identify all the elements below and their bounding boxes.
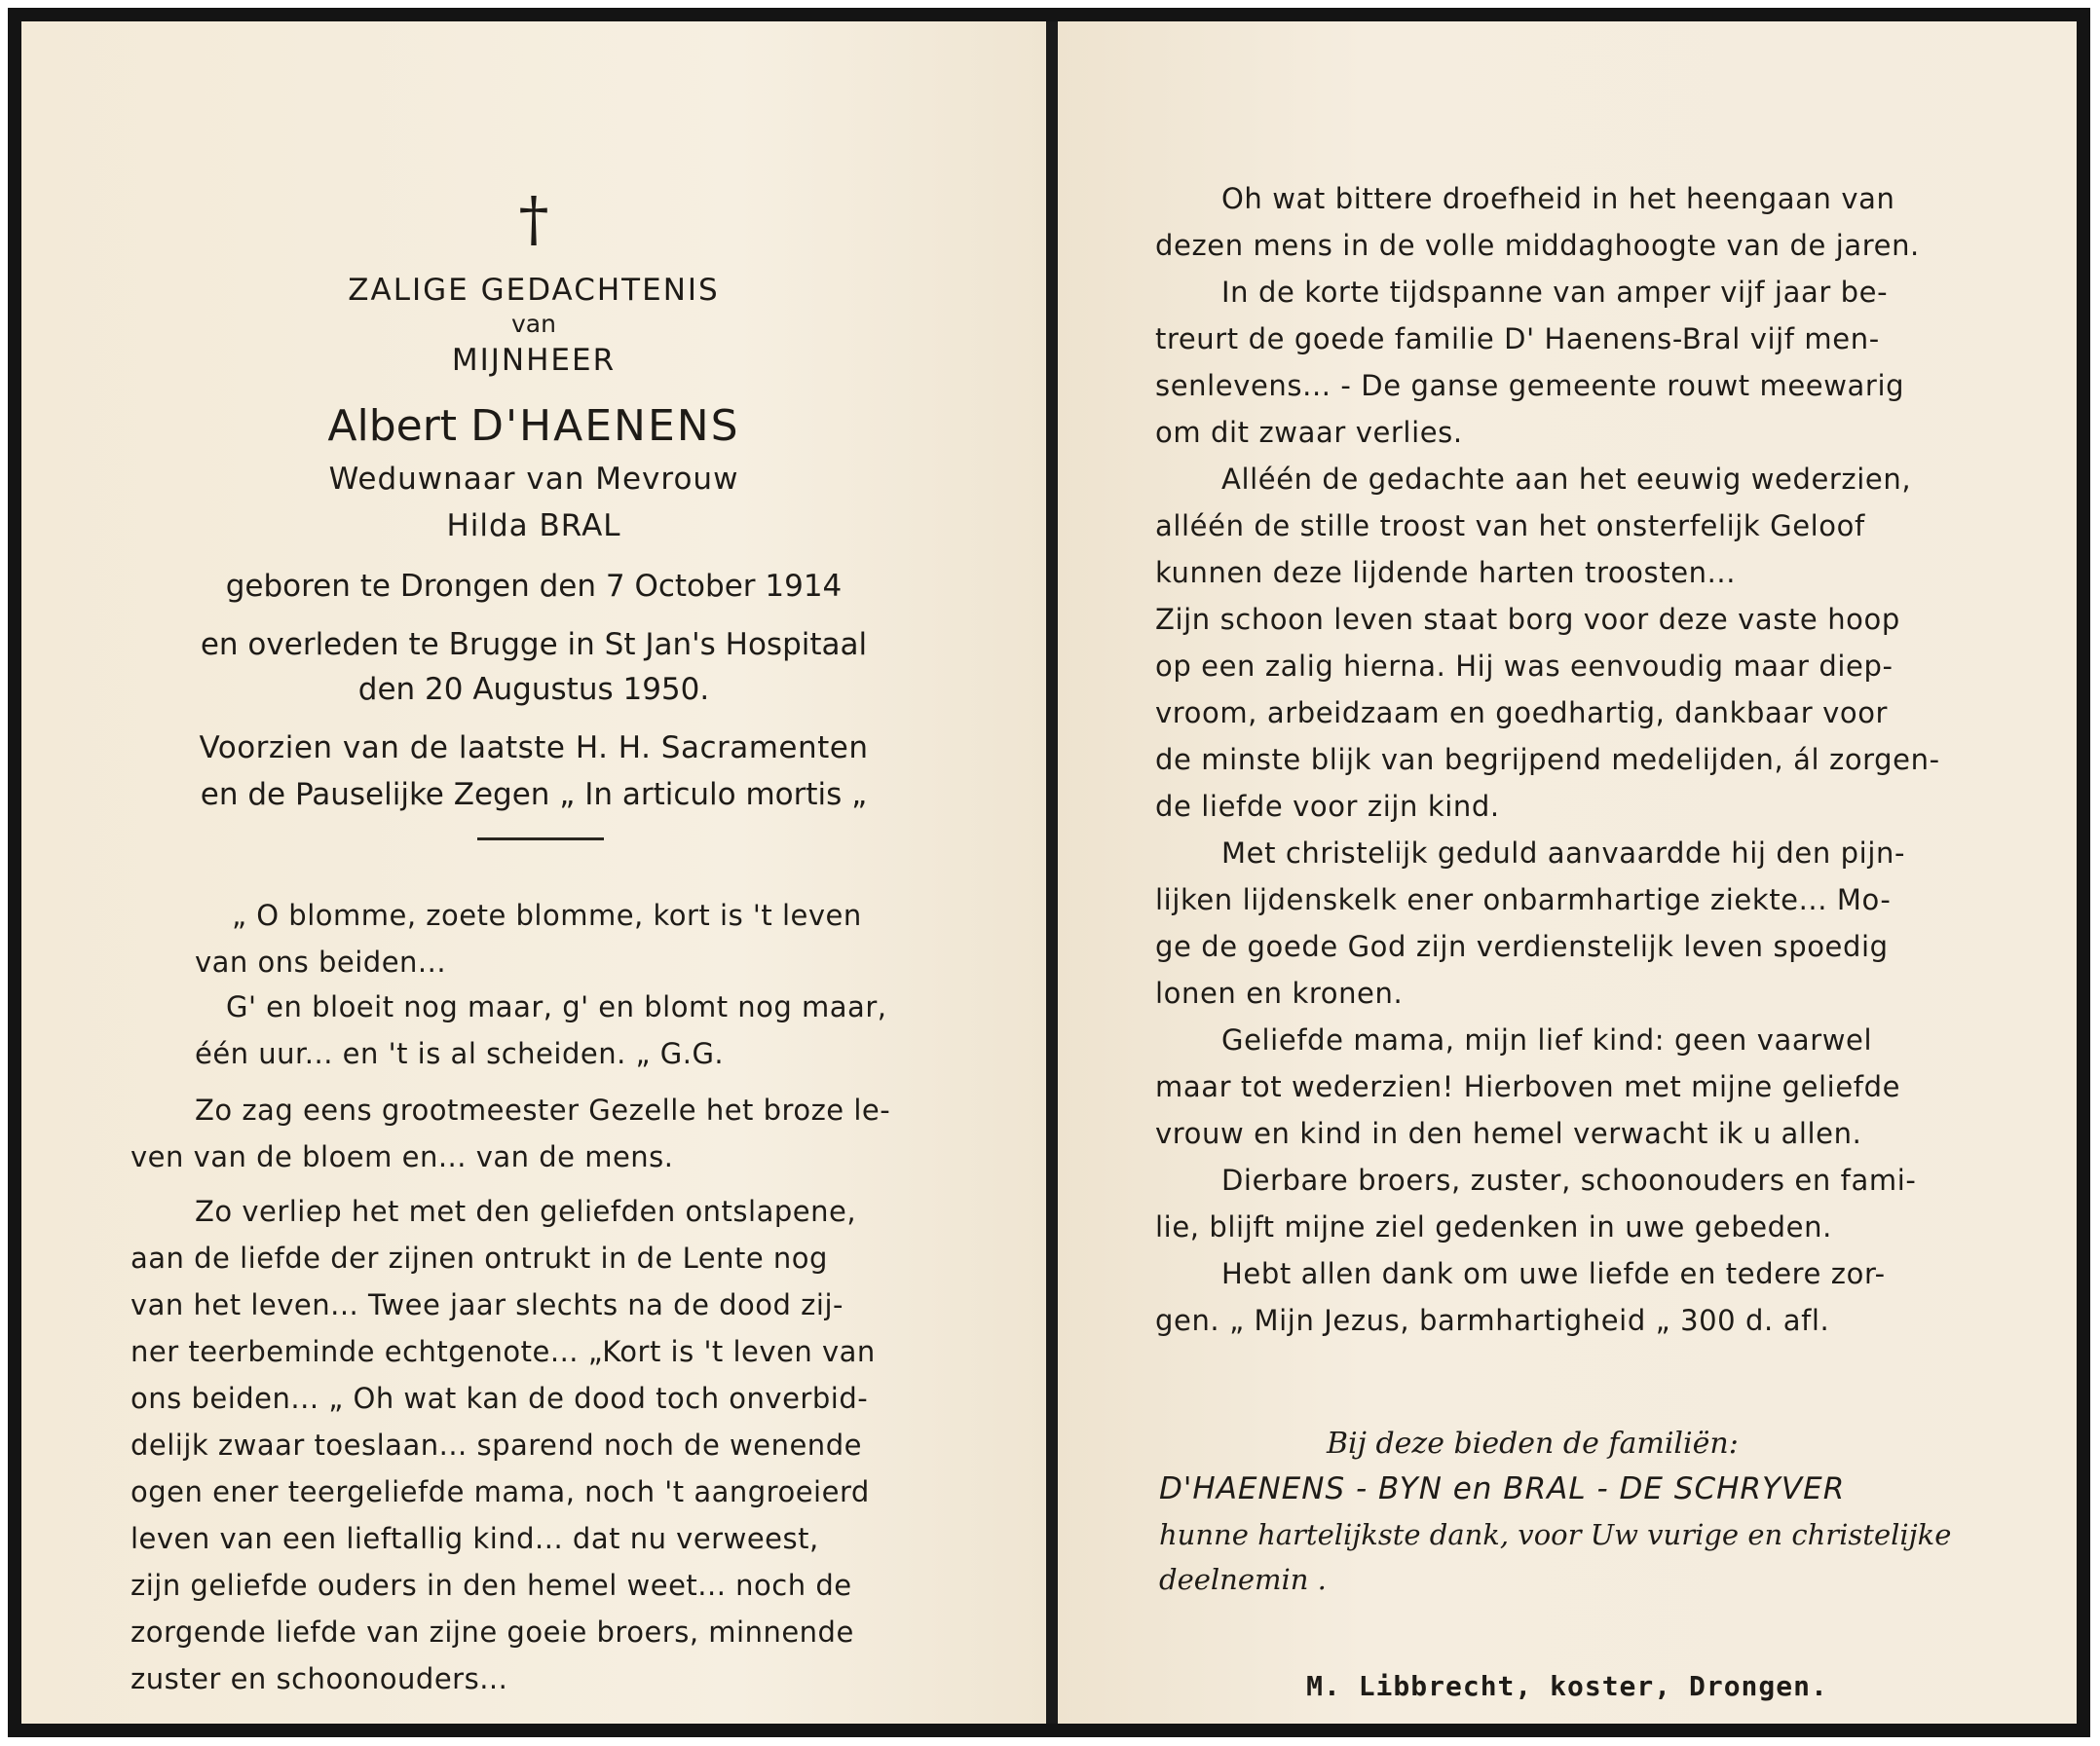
body-line: maar tot wederzien! Hierboven met mijne geliefde [1155,1070,1901,1103]
body-line: ons beiden... „ Oh wat kan de dood toch onverbid- [131,1382,869,1415]
body-line: lonen en kronen. [1155,977,1404,1010]
body-line: Dierbare broers, zuster, schoonouders en fami- [1221,1164,1917,1197]
body-line: Hebt allen dank om uwe liefde en tedere zor- [1221,1257,1886,1290]
thanks-text: hunne hartelijkste dank, voor Uw vurige en christelijke [1159,1518,1952,1551]
memorial-card [8,8,2090,1737]
center-fold [1046,21,1058,1724]
body-line: zuster en schoonouders... [131,1662,508,1695]
body-line: zorgende liefde van zijne goeie broers, minnende [131,1616,854,1649]
deceased-name [21,401,1046,451]
body-line: Zo verliep het met den geliefden ontslapene, [195,1195,857,1228]
body-line: delijk zwaar toeslaan... sparend noch de wenende [131,1429,862,1462]
printer-credit: M. Libbrecht, koster, Drongen. [1306,1670,1828,1702]
body-line: vrouw en kind in den hemel verwacht ik u allen. [1155,1117,1862,1150]
body-line: op een zalig hierna. Hij was eenvoudig maar diep- [1155,650,1894,683]
body-line: de minste blijk van begrijpend medelijden, ál zorgen- [1155,743,1940,776]
body-line: gen. „ Mijn Jezus, barmhartigheid „ 300 d. afl. [1155,1304,1830,1337]
heading-memory: ZALIGE GEDACHTENIS [348,273,720,308]
body-line: Oh wat bittere droefheid in het heengaan van [1221,182,1895,215]
left-page [21,21,1046,1724]
thanks-families: D'HAENENS - BYN en BRAL - DE SCHRYVER [1159,1471,1846,1506]
died-line-2: den 20 Augustus 1950. [357,672,710,707]
body-line: lie, blijft mijne ziel gedenken in uwe gebeden. [1155,1210,1832,1244]
poem-line: van ons beiden... [195,946,447,979]
body-line: vroom, arbeidzaam en goedhartig, dankbaar voor [1155,696,1889,729]
right-page [1058,21,2077,1724]
body-line: dezen mens in de volle middaghoogte van de jaren. [1155,229,1920,262]
deceased-last-name: D'HAENENS [470,401,740,451]
body-line: ge de goede God zijn verdienstelijk leven spoedig [1155,930,1889,963]
body-line: ogen ener teergeliefde mama, noch 't aangroeierd [131,1475,870,1508]
body-line: senlevens... - De ganse gemeente rouwt meewarig [1155,369,1905,402]
divider-rule [477,837,604,840]
body-line: Zijn schoon leven staat borg voor deze vaste hoop [1155,603,1900,636]
heading-van: van [511,310,556,338]
body-line: ven van de bloem en... van de mens. [131,1140,674,1173]
body-line: lijken lijdenskelk ener onbarmhartige ziekte... Mo- [1155,883,1892,916]
cross-icon: † [518,183,549,254]
thanks-intro: Bij deze bieden de familiën: [1327,1427,1739,1461]
body-line: ner teerbeminde echtgenote... „Kort is 't leven van [131,1335,876,1368]
body-line: om dit zwaar verlies. [1155,416,1463,449]
body-line: Met christelijk geduld aanvaardde hij den pijn- [1221,836,1906,870]
died-line-1: en overleden te Brugge in St Jan's Hospitaal [200,627,868,662]
born-line: geboren te Drongen den 7 October 1914 [225,569,843,604]
body-line: treurt de goede familie D' Haenens-Bral vijf men- [1155,322,1880,355]
body-line: van het leven... Twee jaar slechts na de dood zij- [131,1288,844,1321]
poem-line: één uur... en 't is al scheiden. „ G.G. [195,1037,725,1070]
poem-line: G' en bloeit nog maar, g' en blomt nog maar, [226,990,887,1023]
body-line: Zo zag eens grootmeester Gezelle het broze le- [195,1094,891,1127]
body-line: alléén de stille troost van het onsterfelijk Geloof [1155,509,1865,542]
poem-line: „ O blomme, zoete blomme, kort is 't leven [232,899,862,932]
body-line: aan de liefde der zijnen ontrukt in de Lente nog [131,1242,828,1275]
widower-line: Weduwnaar van Mevrouw [328,462,739,497]
body-line: In de korte tijdspanne van amper vijf jaar be- [1221,276,1889,309]
body-line: zijn geliefde ouders in den hemel weet... noch de [131,1569,852,1602]
wife-name: Hilda BRAL [446,508,621,543]
heading-mijnheer: MIJNHEER [451,343,617,378]
sacrament-line-1: Voorzien van de laatste H. H. Sacramenten [199,730,869,765]
body-line: kunnen deze lijdende harten troosten... [1155,556,1737,589]
thanks-text-end: deelnemin . [1159,1563,1327,1596]
body-line: de liefde voor zijn kind. [1155,790,1500,823]
deceased-first-name: Albert [327,401,458,451]
body-line: Alléén de gedachte aan het eeuwig wederzien, [1221,463,1912,496]
body-line: Geliefde mama, mijn lief kind: geen vaarwel [1221,1023,1873,1057]
sacrament-line-2: en de Pauselijke Zegen „ In articulo mortis „ [200,777,868,812]
body-line: leven van een lieftallig kind... dat nu verweest, [131,1522,819,1555]
